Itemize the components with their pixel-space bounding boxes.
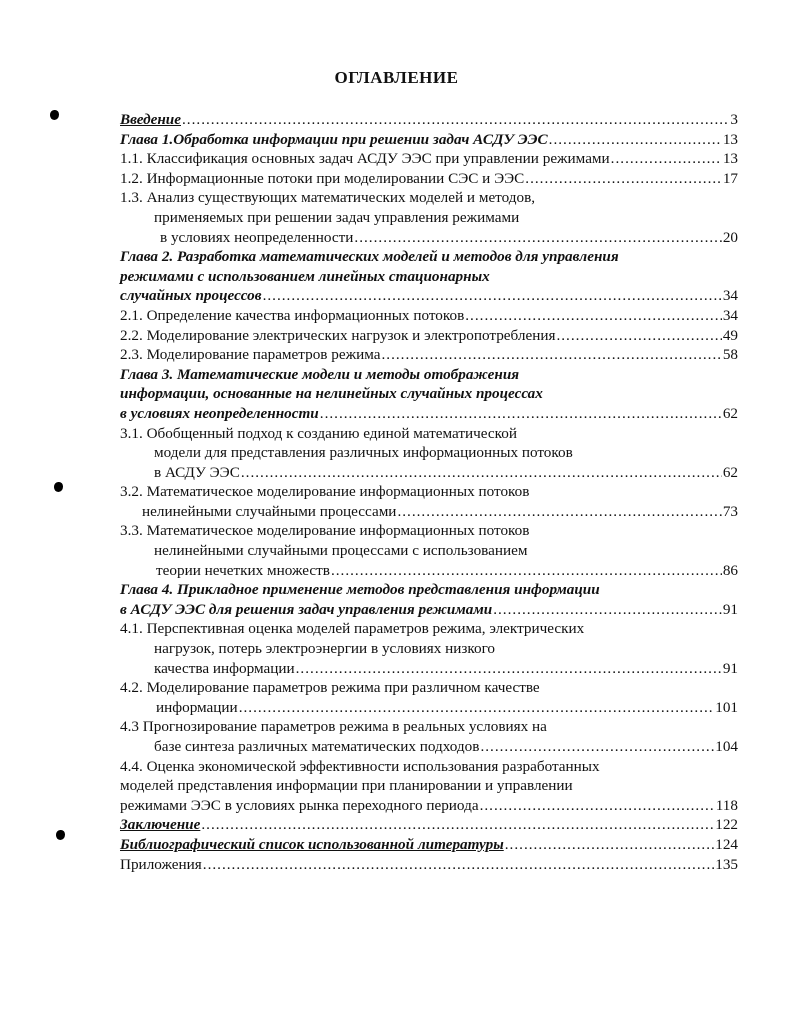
toc-entry-title-cont: в АСДУ ЭЭС для решения задач управления режимами — [120, 600, 493, 618]
toc-entry-title: 4.1. Перспективная оценка моделей параметров режима, электрических — [120, 620, 585, 638]
toc-entry-chapter-3[interactable] — [120, 365, 738, 385]
toc-entry-title-cont: нелинейными случайными процессами с использованием — [154, 542, 528, 560]
toc-entry-1-1[interactable] — [120, 149, 738, 169]
toc-page-number: 62 — [722, 463, 738, 481]
toc-entry-chapter-2-cont — [120, 286, 738, 306]
toc-page-number: 122 — [715, 816, 738, 834]
toc-entry-3-3-cont — [120, 561, 738, 581]
toc-page-number: 124 — [715, 835, 738, 853]
toc-entry-chapter-3-cont — [120, 384, 738, 404]
toc-entry-4-2-cont — [120, 698, 738, 718]
toc-page-number: 34 — [722, 287, 738, 305]
toc-entry-chapter-4[interactable] — [120, 580, 738, 600]
toc-entry-bibliography[interactable] — [120, 835, 738, 855]
toc-page-number: 135 — [715, 855, 738, 873]
toc-entry-title-cont: нагрузок, потерь электроэнергии в условиях низкого — [154, 640, 496, 658]
toc-page-number: 62 — [722, 404, 738, 422]
toc-page-number: 17 — [722, 169, 738, 187]
toc-entry-title: Библиографический список использованной литературы — [120, 835, 504, 853]
toc-entry-title: Введение — [120, 111, 181, 128]
toc-entry-title-cont: модели для представления различных информационных потоков — [154, 444, 573, 462]
toc-entry-1-3-cont — [120, 228, 738, 248]
toc-page-number: 73 — [722, 502, 738, 520]
toc-page-number: 91 — [722, 600, 738, 618]
toc-entry-chapter-2-cont — [120, 267, 738, 287]
toc-entry-title: Глава 1.Обработка информации при решении задач АСДУ ЭЭС — [120, 130, 548, 148]
toc-entry-title-cont: в АСДУ ЭЭС — [154, 463, 240, 481]
toc-entry-title-cont: качества информации — [154, 659, 295, 677]
toc-page-number: 91 — [722, 659, 738, 677]
toc-entry-title-cont: моделей представления информации при планировании и управлении — [120, 777, 573, 795]
toc-entry-introduction[interactable] — [120, 110, 738, 130]
ink-blot — [56, 830, 65, 840]
toc-entry-3-2[interactable] — [120, 482, 738, 502]
toc-entry-chapter-3-cont — [120, 404, 738, 424]
toc-page-number: 3 — [730, 111, 738, 128]
toc-entry-title: 4.4. Оценка экономической эффективности использования разработанных — [120, 757, 600, 775]
toc-entry-3-1[interactable] — [120, 424, 738, 444]
toc-entry-2-3[interactable] — [120, 345, 738, 365]
toc-entry-4-1-cont — [120, 639, 738, 659]
toc-entry-title-cont: теории нечетких множеств — [156, 561, 330, 579]
toc-entry-4-3-cont — [120, 737, 738, 757]
toc-entry-appendices[interactable] — [120, 855, 738, 875]
toc-entry-1-3-cont — [120, 208, 738, 228]
toc-page-number: 34 — [722, 306, 738, 324]
toc-entry-chapter-4-cont — [120, 600, 738, 620]
toc-page-number: 20 — [722, 228, 738, 246]
toc-entry-chapter-1[interactable] — [120, 130, 738, 150]
toc-entry-title-cont: информации — [156, 698, 238, 716]
toc-page-number: 49 — [722, 326, 738, 344]
toc-entry-title: 3.3. Математическое моделирование информационных потоков — [120, 522, 530, 540]
toc-entry-title: 3.1. Обобщенный подход к созданию единой математической — [120, 424, 517, 442]
toc-entry-title-cont: режимами с использованием линейных стационарных — [120, 267, 490, 285]
toc-entry-title: 1.3. Анализ существующих математических моделей и методов, — [120, 189, 536, 207]
toc-entry-3-2-cont — [120, 502, 738, 522]
toc-entry-title: Заключение — [120, 816, 201, 834]
toc-page-number: 58 — [722, 346, 738, 364]
toc-page-number: 13 — [722, 130, 738, 148]
toc-entry-title-cont: режимами ЭЭС в условиях рынка переходного периода — [120, 796, 479, 814]
toc-entry-chapter-2[interactable] — [120, 247, 738, 267]
toc-entry-4-2[interactable] — [120, 678, 738, 698]
toc-entry-2-2[interactable] — [120, 326, 738, 346]
toc-entry-title-cont: базе синтеза различных математических подходов — [154, 738, 480, 755]
toc-entry-title: 2.3. Моделирование параметров режима — [120, 346, 381, 364]
toc-entry-title: 4.3 Прогнозирование параметров режима в реальных условиях на — [120, 718, 547, 736]
toc-entry-title: Глава 2. Разработка математических моделей и методов для управления — [120, 248, 619, 266]
toc-entry-title-cont: случайных процессов — [120, 287, 262, 305]
toc-entry-1-2[interactable] — [120, 169, 738, 189]
toc-entry-title: 2.1. Определение качества информационных потоков — [120, 306, 465, 324]
toc-entry-title: 4.2. Моделирование параметров режима при различном качестве — [120, 679, 540, 697]
toc-entry-conclusion[interactable] — [120, 815, 738, 835]
toc-entry-2-1[interactable] — [120, 306, 738, 326]
toc-entry-title: 3.2. Математическое моделирование информационных потоков — [120, 483, 530, 501]
toc-entry-4-4-cont — [120, 796, 738, 816]
page-title: ОГЛАВЛЕНИЕ — [334, 68, 459, 87]
toc-entry-title: Глава 4. Прикладное применение методов представления информации — [120, 581, 600, 599]
toc-entry-title-cont: в условиях неопределенности — [120, 404, 319, 422]
toc-entry-4-1[interactable] — [120, 619, 738, 639]
toc-entry-3-1-cont — [120, 463, 738, 483]
toc-entry-4-3[interactable] — [120, 717, 738, 737]
ink-blot — [50, 110, 59, 120]
toc-entry-title-cont: информации, основанные на нелинейных случайных процессах — [120, 385, 543, 403]
ink-blot — [54, 482, 63, 492]
toc-entry-4-4[interactable] — [120, 757, 738, 777]
toc-entry-3-1-cont — [120, 443, 738, 463]
toc-page-number: 86 — [722, 561, 738, 579]
table-of-contents — [120, 110, 738, 874]
toc-entry-title: 2.2. Моделирование электрических нагрузок и электропотребления — [120, 326, 556, 344]
toc-entry-1-3[interactable] — [120, 188, 738, 208]
toc-entry-title: Приложения — [120, 855, 202, 873]
toc-entry-title: 1.2. Информационные потоки при моделировании СЭС и ЭЭС — [120, 169, 525, 187]
toc-page-number: 118 — [715, 796, 738, 814]
toc-entry-title-cont: нелинейными случайными процессами — [142, 502, 397, 520]
toc-entry-title-cont: в условиях неопределенности — [160, 228, 354, 246]
toc-entry-title: Глава 3. Математические модели и методы отображения — [120, 365, 520, 383]
toc-entry-title: 1.1. Классификация основных задач АСДУ ЭЭС при управлении режимами — [120, 150, 610, 168]
toc-entry-4-1-cont — [120, 659, 738, 679]
toc-page-number: 101 — [715, 698, 738, 716]
toc-page-number: 13 — [722, 150, 738, 168]
toc-entry-3-3-cont — [120, 541, 738, 561]
toc-entry-title-cont: применяемых при решении задач управления режимами — [154, 208, 520, 226]
toc-page-number: 104 — [715, 738, 738, 755]
toc-entry-4-4-cont — [120, 776, 738, 796]
toc-entry-3-3[interactable] — [120, 521, 738, 541]
